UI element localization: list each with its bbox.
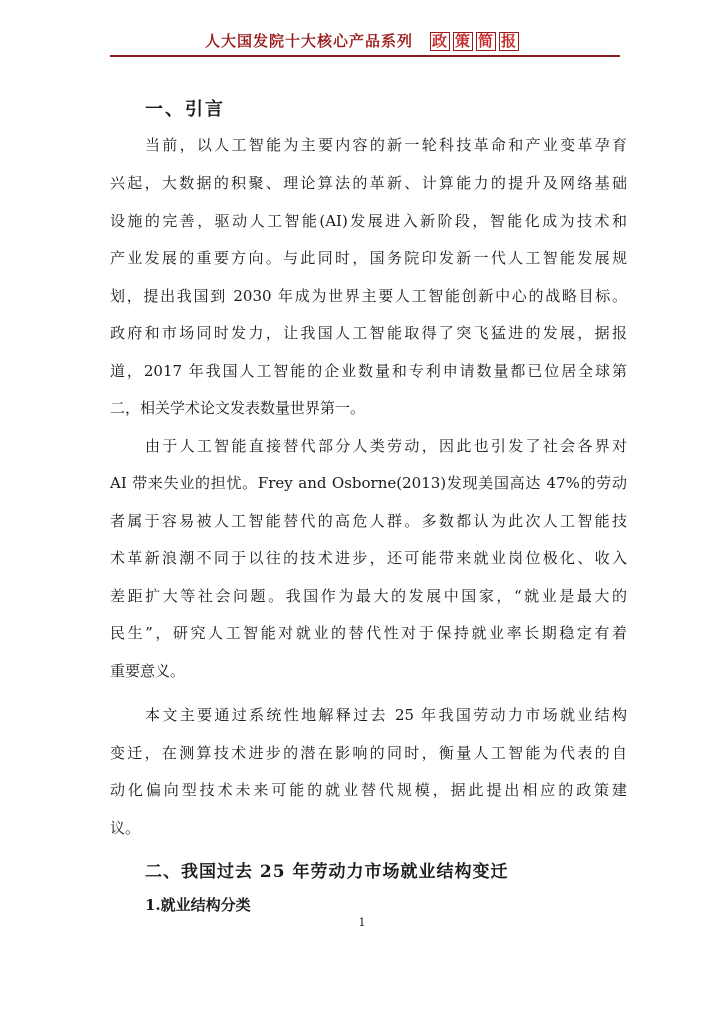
paragraph-line: 划，提出我国到 2030 年成为世界主要人工智能创新中心的战略目标。: [110, 287, 627, 305]
paragraph-line: 设施的完善，驱动人工智能(AI)发展进入新阶段，智能化成为技术和: [110, 212, 627, 230]
paragraph-line: 政府和市场同时发力，让我国人工智能取得了突飞猛进的发展，据报: [110, 324, 627, 342]
paragraph-line: 议。: [110, 819, 141, 837]
paragraph-line: 变迁，在测算技术进步的潜在影响的同时，衡量人工智能为代表的自: [110, 744, 627, 762]
section-heading-employment: 二、我国过去 25 年劳动力市场就业结构变迁: [145, 862, 509, 882]
paragraph-line: AI 带来失业的担忧。Frey and Osborne(2013)发现美国高达 47%的劳动: [110, 474, 627, 492]
paragraph-line: 民生”，研究人工智能对就业的替代性对于保持就业率长期稳定有着: [110, 624, 627, 642]
paragraph-line: 当前，以人工智能为主要内容的新一轮科技革命和产业变革孕育: [145, 136, 627, 154]
brief-char-3: 简: [478, 32, 495, 50]
paragraph-line: 由于人工智能直接替代部分人类劳动，因此也引发了社会各界对: [145, 437, 627, 455]
paragraph-line: 差距扩大等社会问题。我国作为最大的发展中国家，“就业是最大的: [110, 587, 627, 605]
brief-char-4: 报: [501, 32, 518, 50]
paragraph-line: 产业发展的重要方向。与此同时，国务院印发新一代人工智能发展规: [110, 249, 627, 267]
brief-char-2: 策: [454, 32, 471, 50]
paragraph-line: 兴起，大数据的积聚、理论算法的革新、计算能力的提升及网络基础: [110, 174, 627, 192]
paragraph-line: 二，相关学术论文发表数量世界第一。: [110, 399, 366, 417]
paragraph-line: 术革新浪潮不同于以往的技术进步，还可能带来就业岗位极化、收入: [110, 549, 627, 567]
paragraph-line: 本文主要通过系统性地解释过去 25 年我国劳动力市场就业结构: [145, 706, 627, 724]
brief-char-1: 政: [431, 32, 448, 50]
paragraph-line: 动化偏向型技术未来可能的就业替代规模，据此提出相应的政策建: [110, 781, 627, 799]
paragraph-line: 者属于容易被人工智能替代的高危人群。多数都认为此次人工智能技: [110, 512, 627, 530]
paragraph-line: 道，2017 年我国人工智能的企业数量和专利申请数量都已位居全球第: [110, 362, 627, 380]
series-title: 人大国发院十大核心产品系列: [204, 32, 413, 50]
paragraph-line: 重要意义。: [110, 662, 186, 680]
section-heading-intro: 一、引言: [145, 99, 225, 120]
page-number: 1: [358, 916, 366, 929]
subsection-heading: 1.就业结构分类: [145, 896, 251, 914]
